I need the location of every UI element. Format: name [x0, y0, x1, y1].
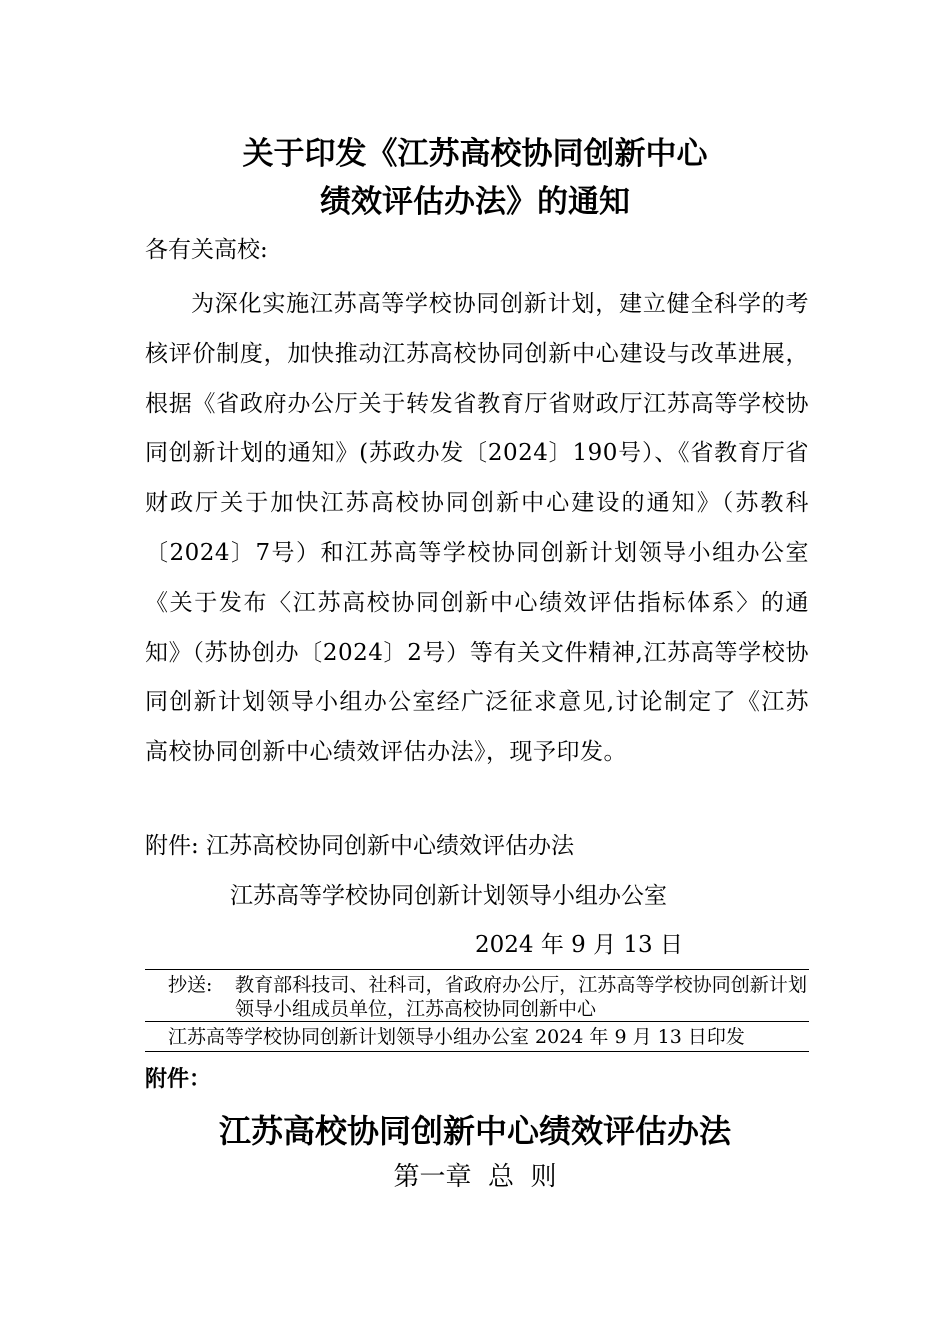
divider-bottom — [145, 1051, 809, 1052]
notice-title-line-2: 绩效评估办法》的通知 — [320, 184, 630, 220]
print-info: 江苏高等学校协同创新计划领导小组办公室 2024 年 9 月 13 日印发 — [168, 1026, 745, 1048]
attachment-heading: 附件： — [145, 1067, 212, 1092]
cc-label: 抄送: — [168, 974, 213, 996]
issuing-office: 江苏高等学校协同创新计划领导小组办公室 — [230, 883, 667, 909]
attachment-reference: 附件: 江苏高校协同创新中心绩效评估办法 — [145, 833, 575, 859]
notice-title-line-1: 关于印发《江苏高校协同创新中心 — [242, 136, 708, 172]
divider-middle — [145, 1021, 809, 1022]
issue-date: 2024 年 9 月 13 日 — [475, 932, 683, 958]
salutation: 各有关高校: — [145, 237, 268, 263]
attachment-title: 江苏高校协同创新中心绩效评估办法 — [218, 1112, 731, 1150]
chapter-heading: 第一章 总 则 — [393, 1162, 557, 1192]
divider-top — [145, 969, 809, 970]
cc-recipients: 教育部科技司、社科司，省政府办公厅，江苏高等学校协同创新计划领导小组成员单位，江苏高校协同创新中心 — [235, 974, 807, 1020]
notice-body-paragraph: 为深化实施江苏高等学校协同创新计划，建立健全科学的考核评价制度，加快推动江苏高校协同创新中心建设与改革进展，根据《省政府办公厅关于转发省教育厅省财政厅江苏高等学校协同创新计划的通知》(苏政办发〔2024〕190号）、《省教育厅省财政厅关于加快江苏高校协同创新中心建设的通知》（苏教科〔2024〕7号）和江苏高等学校协同创新计划领导小组办公室《关于发布〈江苏高校协同创新中心绩效评估指标体系〉的通知》（苏协创办〔2024〕2号）等有关文件精神,江苏高等学校协同创新计划领导小组办公室经广泛征求意见,讨论制定了《江苏高校协同创新中心绩效评估办法》，现予印发。 — [145, 291, 809, 766]
